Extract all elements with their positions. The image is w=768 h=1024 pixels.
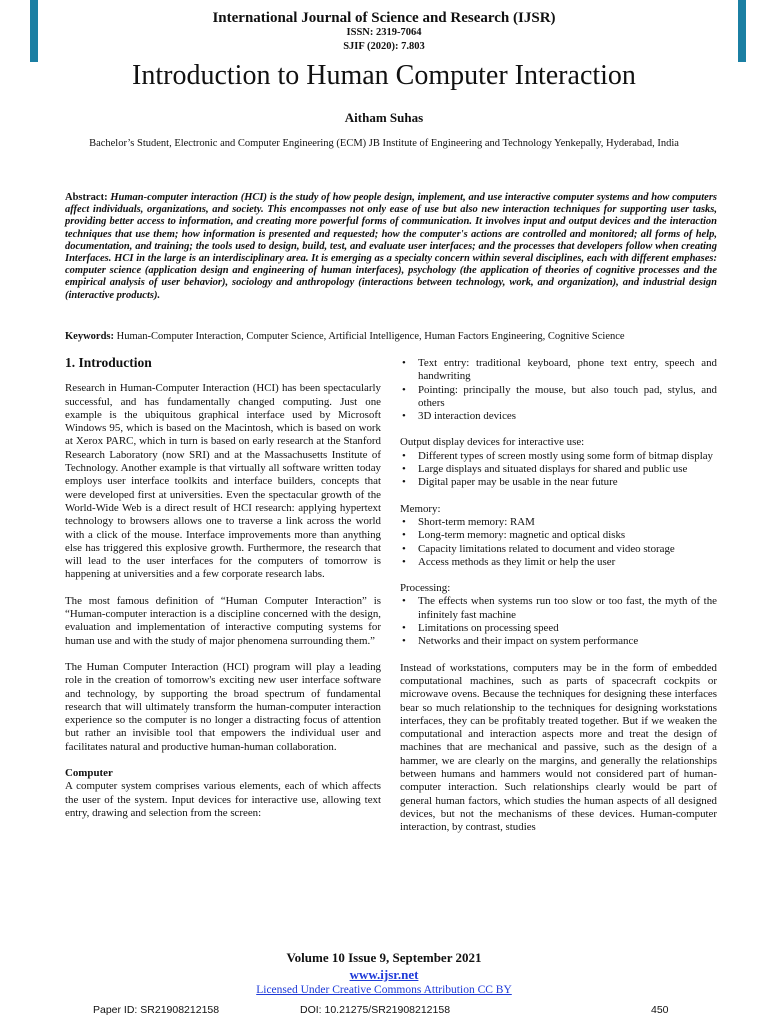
- journal-website-link[interactable]: www.ijsr.net: [349, 967, 419, 982]
- list-item: • The effects when systems run too slow or too fast, the myth of the infinitely fast machine: [400, 595, 717, 622]
- paper-title: Introduction to Human Computer Interaction: [132, 60, 636, 91]
- paragraph: Research in Human-Computer Interaction (HCI) has been spectacularly successful, and has fundamentally changed computing. Just one example is the ubiquitous graphical interface used by Microsoft Windows 95, which is based on the Macintosh, which is based on work at Xerox PARC, which in turn is based on early research at the Stanford Research Laboratory (now SRI) and at the Massachusetts Institute of Technology. Another example is that virtually all software written today employs user interface toolkits and interface builders, concepts that were developed first at universities. Even the spectacular growth of the World-Wide Web is a direct result of HCI research: applying hypertext technology to browsers allows one to traverse a link across the world with a click of the mouse. Interface improvements more than anything else has triggered this explosive growth. Furthermore, the research that will lead to the user interfaces for the computers of tomorrow is happening at universities and a few corporate research labs.: [65, 382, 381, 581]
- journal-name: International Journal of Science and Research (IJSR): [212, 10, 556, 26]
- list-item: • Short-term memory: RAM: [400, 516, 717, 529]
- author-affiliation: Bachelor’s Student, Electronic and Computer Engineering (ECM) JB Institute of Engineering and Technology Yenkepally, Hyderabad, India: [89, 138, 679, 149]
- author-name: Aitham Suhas: [344, 110, 424, 125]
- list-item: • Limitations on processing speed: [400, 622, 717, 635]
- sjif: SJIF (2020): 7.803: [343, 41, 425, 52]
- processing-heading: Processing:: [400, 582, 451, 595]
- issn: ISSN: 2319-7064: [346, 27, 422, 38]
- output-devices-list: [400, 450, 717, 490]
- doi: DOI: 10.21275/SR21908212158: [300, 1004, 451, 1016]
- list-item: • Capacity limitations related to document and video storage: [400, 543, 717, 556]
- paragraph: A computer system comprises various elements, each of which affects the user of the system. Input devices for interactive use, allowing text entry, drawing and selection from the screen:: [65, 780, 381, 819]
- paper-id: Paper ID: SR21908212158: [93, 1004, 220, 1016]
- memory-list: [400, 516, 717, 569]
- list-item: • Digital paper may be usable in the near future: [400, 476, 717, 489]
- output-heading: Output display devices for interactive use:: [400, 436, 585, 449]
- list-item: • Networks and their impact on system performance: [400, 635, 717, 648]
- paragraph: The most famous definition of “Human Computer Interaction” is “Human-computer interaction is a discipline concerned with the design, evaluation and implementation of interactive computing systems for human use and with the study of major phenomena surrounding them.”: [65, 594, 381, 647]
- memory-heading: Memory:: [400, 502, 441, 515]
- processing-list: [400, 595, 717, 648]
- right-column: [400, 357, 717, 848]
- keywords-label: Keywords:: [65, 331, 114, 342]
- input-devices-list: [400, 357, 717, 423]
- abstract-text: Human-computer interaction (HCI) is the study of how people design, implement, and use interactive computer systems and how computers affect individuals, organizations, and society. This encompasses not only ease of use but also new interaction techniques for supporting user tasks, providing better access to information, and creating more powerful forms of communication. It involves input and output devices and the interaction techniques that use them; how information is presented and requested; how the computer's actions are controlled and monitored; all forms of help, documentation, and training; the tools used to design, build, test, and evaluate user interfaces; and the processes that developers follow when creating Interfaces. HCI in the large is an interdisciplinary area. It is emerging as a specialty concern within several disciplines, each with different emphases: computer science (application design and engineering of human interfaces), psychology (the application of theories of cognitive processes and the empirical analysis of user behavior), sociology and anthropology (interactions between technology, work, and organization), and industrial design (interactive products).: [65, 192, 718, 301]
- keywords-text: Human-Computer Interaction, Computer Science, Artificial Intelligence, Human Factors Engineering, Cognitive Science: [116, 331, 625, 342]
- left-column: [65, 356, 381, 833]
- list-item: • Pointing: principally the mouse, but also touch pad, stylus, and others: [400, 384, 717, 411]
- license-link[interactable]: Licensed Under Creative Commons Attribution CC BY: [256, 984, 512, 996]
- volume-issue: Volume 10 Issue 9, September 2021: [286, 950, 482, 965]
- list-item: • Access methods as they limit or help the user: [400, 556, 717, 569]
- abstract: [65, 192, 717, 302]
- list-item: • Long-term memory: magnetic and optical disks: [400, 529, 717, 542]
- page-number: 450: [651, 1004, 669, 1016]
- section-heading-introduction: 1. Introduction: [65, 355, 152, 370]
- paragraph: The Human Computer Interaction (HCI) program will play a leading role in the creation of tomorrow's exciting new user interface software and technology, by supporting the broad spectrum of fundamental research that will ultimately transform the human-computer interaction experience so the computer is no longer a distracting focus of attention but rather an invisible tool that empowers the individual user and facilitates natural and productive human-human collaboration.: [65, 660, 381, 753]
- abstract-label: Abstract:: [65, 192, 108, 203]
- subheading-computer: Computer: [65, 767, 113, 780]
- list-item: • Different types of screen mostly using some form of bitmap display: [400, 450, 717, 463]
- list-item: • Large displays and situated displays for shared and public use: [400, 463, 717, 476]
- list-item: • Text entry: traditional keyboard, phone text entry, speech and handwriting: [400, 357, 717, 384]
- paragraph: Instead of workstations, computers may be in the form of embedded computational machines, such as parts of spacecraft cockpits or microwave ovens. Because the techniques for designing these interfaces bear so much relationship to the techniques for designing workstations interfaces, they can be profitably treated together. But if we weaken the computational and interaction aspects more and treat the design of machines that are mechanical and passive, such as the design of a hammer, we are clearly on the margins, and generally the relationships between humans and hammers would not considered part of human-computer interaction. Such relationships clearly would be part of general human factors, which studies the human aspects of all designed devices, but not the mechanisms of these devices. Human-computer interaction, by contrast, studies: [400, 661, 717, 834]
- list-item: • 3D interaction devices: [400, 410, 717, 423]
- keywords: [65, 331, 717, 342]
